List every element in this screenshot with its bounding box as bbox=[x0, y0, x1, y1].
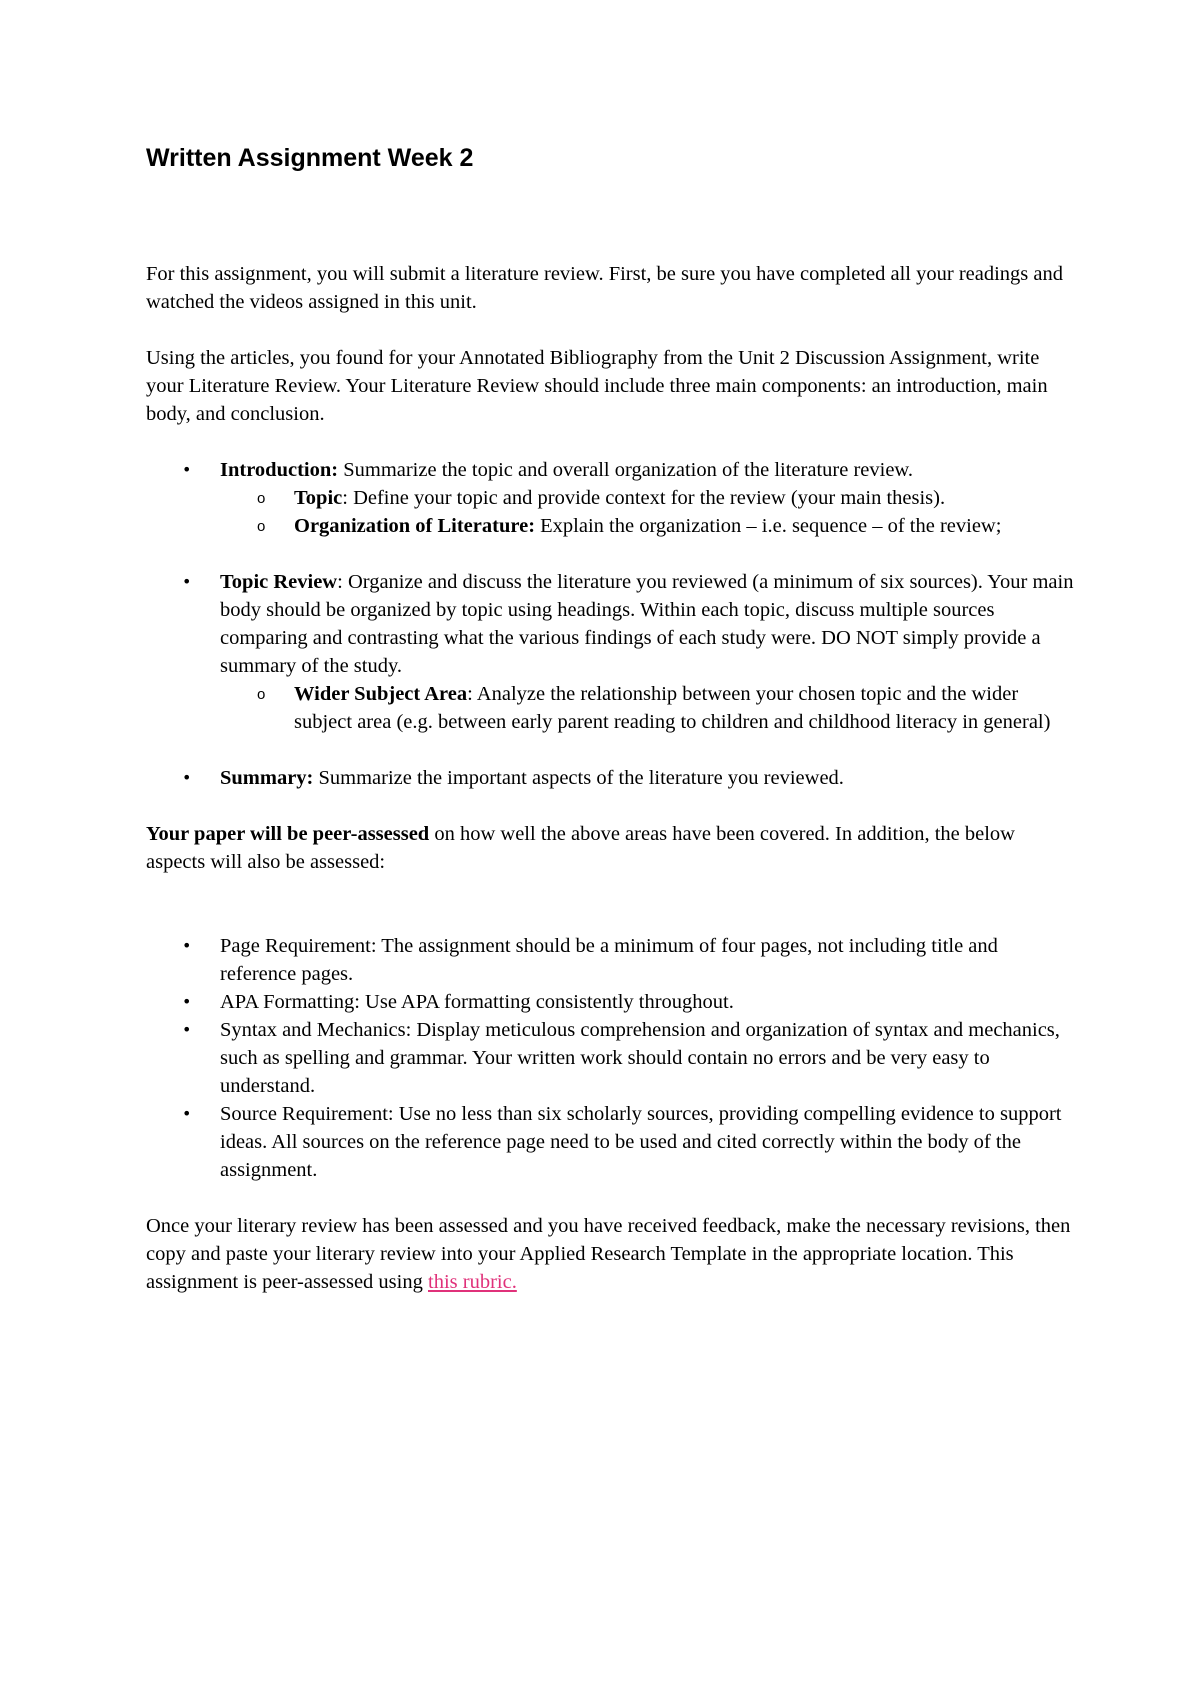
sub-bullet-icon: o bbox=[257, 686, 266, 703]
summary-text: Summarize the important aspects of the literature you reviewed. bbox=[313, 767, 844, 789]
page-title: Written Assignment Week 2 bbox=[146, 144, 474, 172]
aspect-text: APA Formatting: Use APA formatting consistently throughout. bbox=[220, 991, 734, 1013]
list-item-introduction bbox=[146, 456, 1076, 540]
summary-label: Summary: bbox=[220, 767, 314, 789]
topic-review-sublist bbox=[220, 680, 1076, 736]
peer-assessment-bold: Your paper will be peer-assessed bbox=[146, 823, 430, 845]
list-item-topic-review bbox=[146, 568, 1076, 736]
document-body bbox=[146, 140, 1076, 1296]
sub-item-wider-subject bbox=[146, 680, 1076, 736]
closing-text: Once your literary review has been assessed and you have received feedback, make the necessary revisions, then copy and paste your literary review into your Applied Research Template in the appropriate location. This assignment is peer-assessed using bbox=[146, 1215, 1071, 1293]
bullet-icon: • bbox=[182, 1104, 192, 1123]
peer-assessment-paragraph bbox=[146, 820, 1076, 876]
topic-label: Topic bbox=[294, 487, 343, 509]
bullet-icon: • bbox=[182, 460, 192, 479]
closing-paragraph bbox=[146, 1212, 1076, 1296]
components-list bbox=[146, 456, 1076, 792]
list-item bbox=[146, 932, 1076, 988]
bullet-icon: • bbox=[182, 572, 192, 591]
topic-text: : Define your topic and provide context for the review (your main thesis). bbox=[342, 487, 946, 509]
bullet-icon: • bbox=[182, 1020, 192, 1039]
wider-subject-label: Wider Subject Area bbox=[294, 683, 468, 705]
introduction-sublist bbox=[220, 484, 1076, 540]
introduction-text: Summarize the topic and overall organization of the literature review. bbox=[338, 459, 914, 481]
sub-bullet-icon: o bbox=[257, 518, 266, 535]
aspects-list bbox=[146, 932, 1076, 1184]
list-item bbox=[146, 1016, 1076, 1100]
wider-subject-text: : Analyze the relationship between your chosen topic and the wider subject area (e.g. between early parent reading to children and childhood literacy in general) bbox=[294, 683, 1051, 733]
bullet-icon: • bbox=[182, 936, 192, 955]
instructions-paragraph: Using the articles, you found for your Annotated Bibliography from the Unit 2 Discussion Assignment, write your Literature Review. Your Literature Review should include three main components: an introduction, main body, and conclusion. bbox=[146, 347, 1048, 425]
organization-label: Organization of Literature: bbox=[294, 515, 536, 537]
bullet-icon: • bbox=[182, 768, 192, 787]
list-item-summary bbox=[146, 764, 1076, 792]
rubric-link[interactable]: this rubric. bbox=[428, 1271, 517, 1293]
list-item bbox=[146, 1100, 1076, 1184]
sub-item-topic bbox=[146, 484, 1076, 512]
introduction-label: Introduction: bbox=[220, 459, 339, 481]
sub-item-organization bbox=[146, 512, 1076, 540]
aspect-text: Syntax and Mechanics: Display meticulous comprehension and organization of syntax and mechanics, such as spelling and grammar. Your written work should contain no errors and be very easy to understand. bbox=[220, 1019, 1060, 1097]
topic-review-label: Topic Review bbox=[220, 571, 338, 593]
intro-paragraph: For this assignment, you will submit a literature review. First, be sure you have completed all your readings and watched the videos assigned in this unit. bbox=[146, 263, 1063, 313]
aspect-text: Source Requirement: Use no less than six scholarly sources, providing compelling evidence to support ideas. All sources on the reference page need to be used and cited correctly within the body of the assignment. bbox=[220, 1103, 1062, 1181]
aspect-text: Page Requirement: The assignment should be a minimum of four pages, not including title and reference pages. bbox=[220, 935, 998, 985]
list-item bbox=[146, 988, 1076, 1016]
topic-review-text: : Organize and discuss the literature you reviewed (a minimum of six sources). Your main body should be organized by topic using headings. Within each topic, discuss multiple sources comparing and contrasting what the various findings of each study were. DO NOT simply provide a summary of the study. bbox=[220, 571, 1074, 677]
sub-bullet-icon: o bbox=[257, 490, 266, 507]
bullet-icon: • bbox=[182, 992, 192, 1011]
organization-text: Explain the organization – i.e. sequence – of the review; bbox=[535, 515, 1002, 537]
peer-assessment-text: on how well the above areas have been covered. In addition, the below aspects will also be assessed: bbox=[146, 823, 1015, 873]
